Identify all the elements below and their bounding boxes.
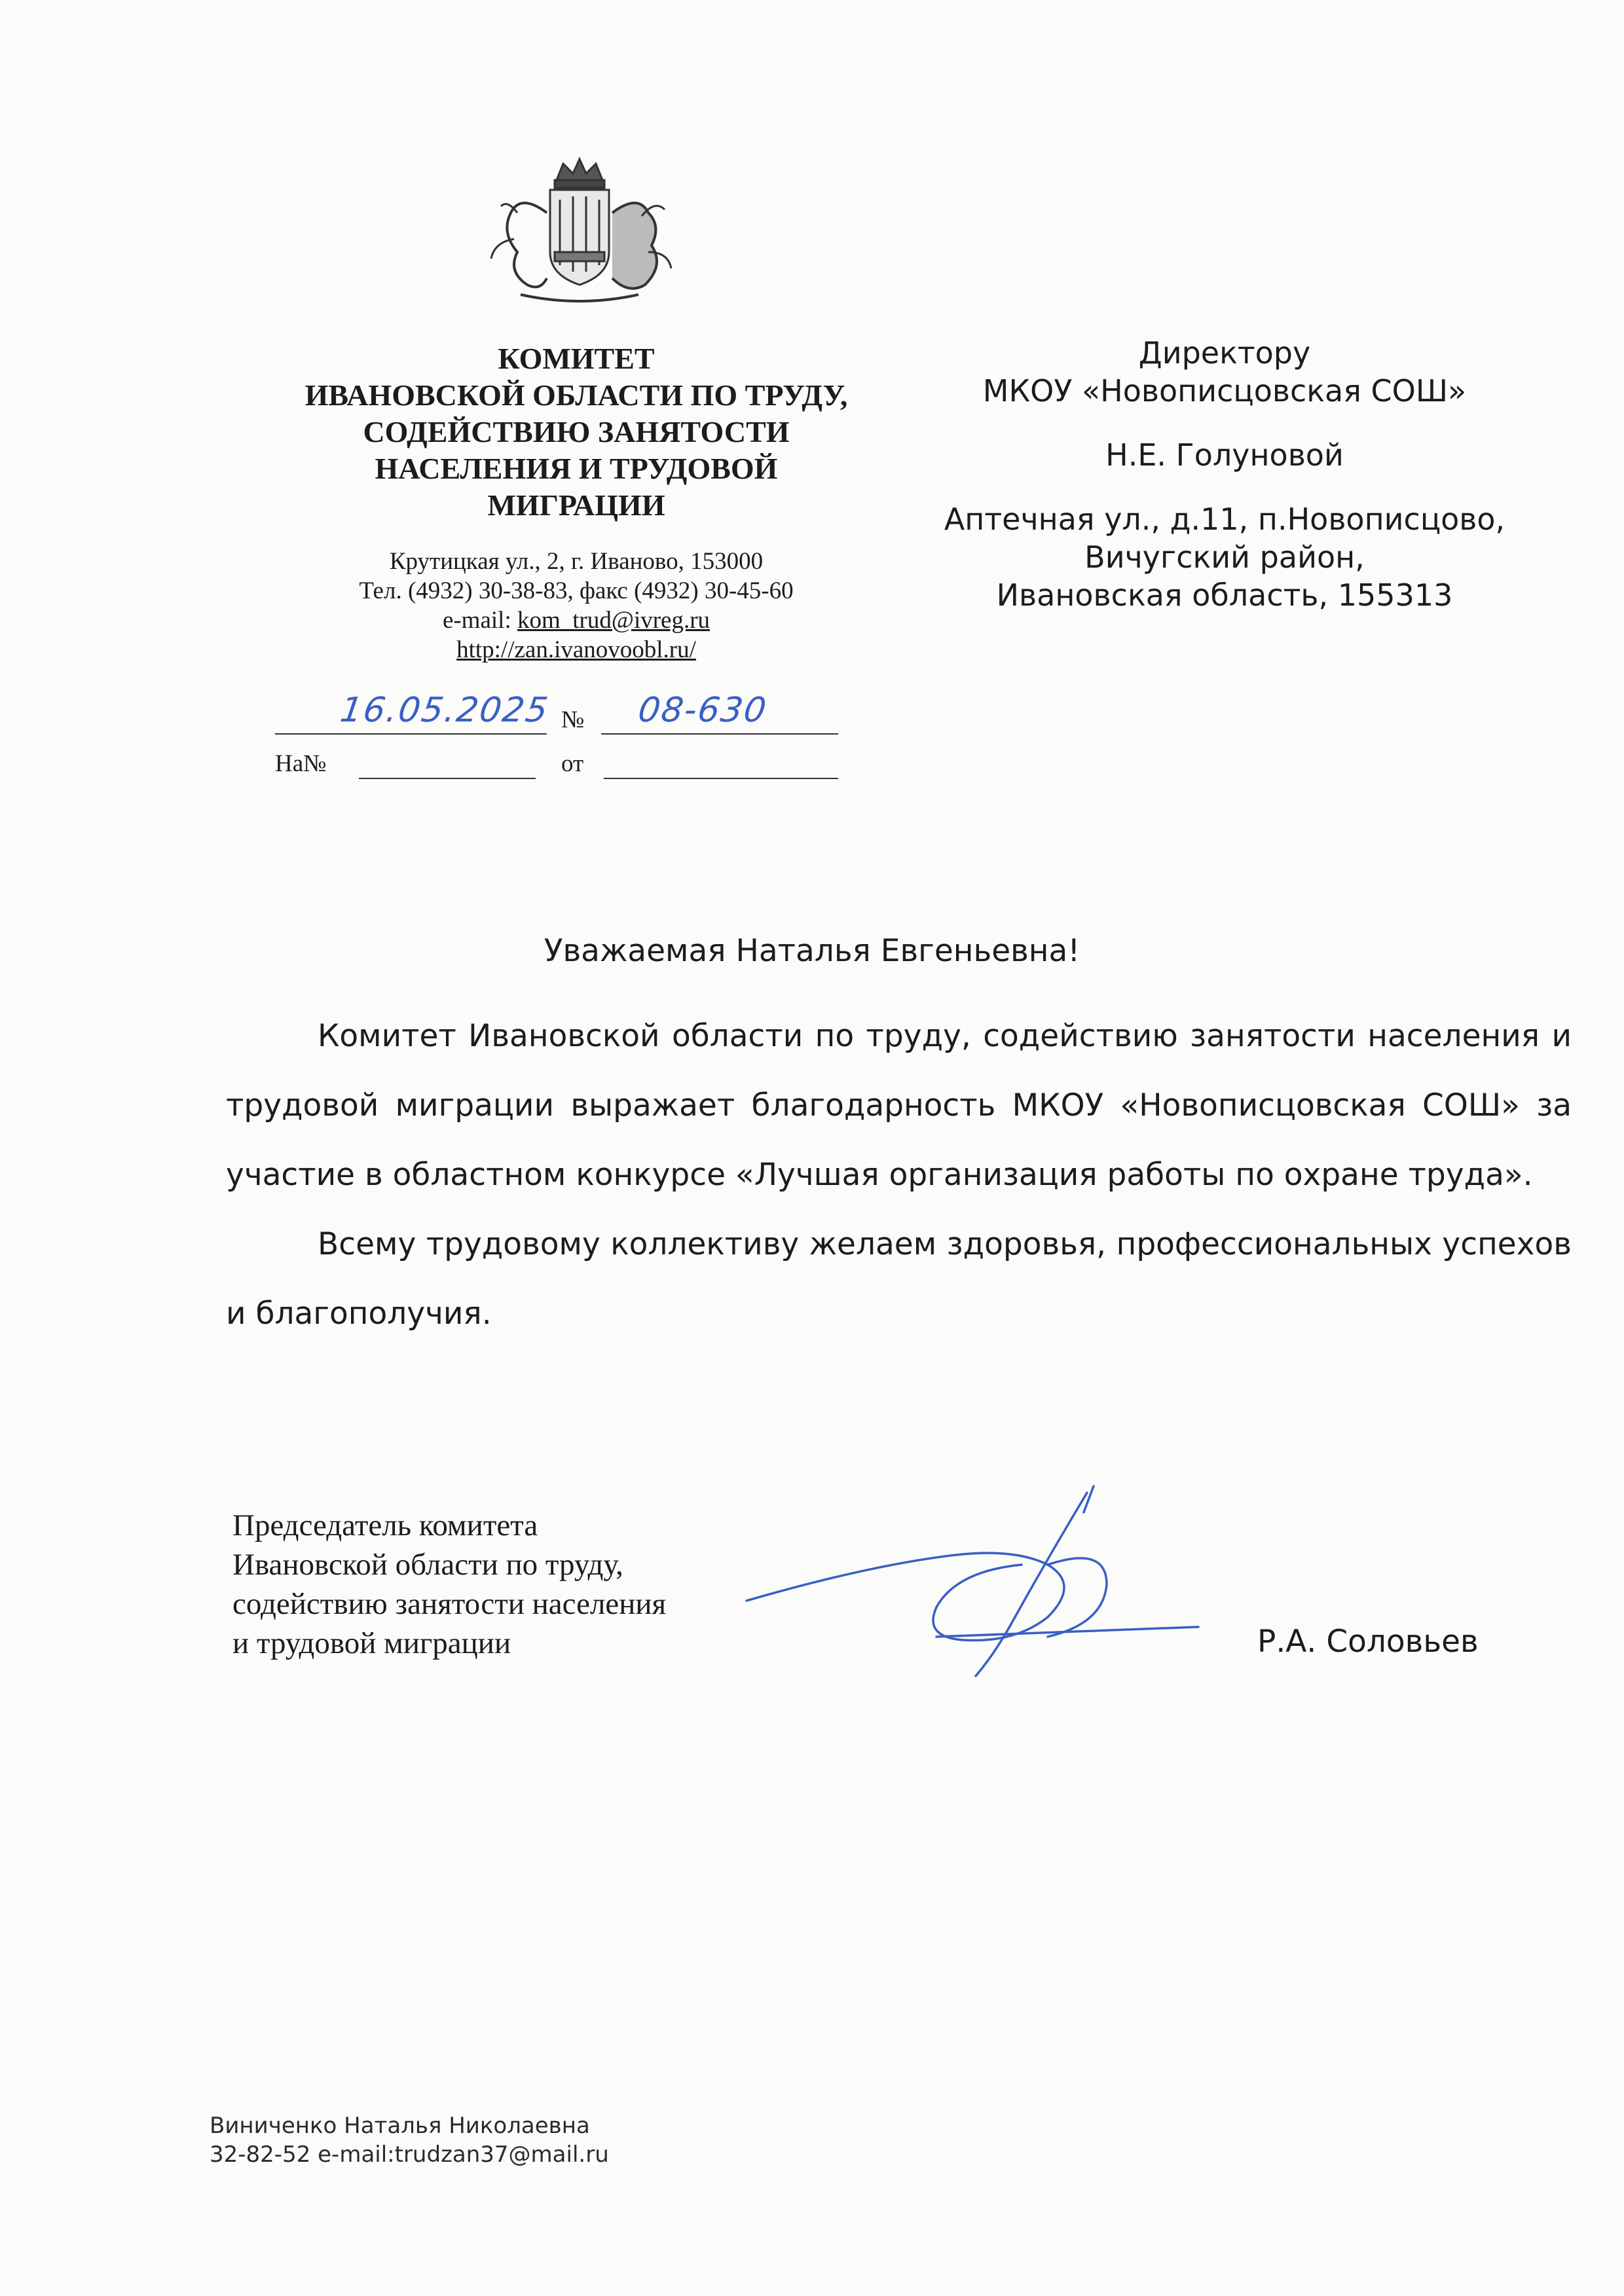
signatory-title-line: Председатель комитета	[232, 1508, 538, 1542]
org-title-line: НАСЕЛЕНИЯ И ТРУДОВОЙ	[375, 452, 778, 485]
signatory-title	[232, 1506, 666, 1663]
reply-number-underline	[359, 778, 536, 779]
org-website-row	[249, 635, 904, 665]
org-address: Крутицкая ул., 2, г. Иваново, 153000	[389, 548, 764, 575]
signatory-title-line: и трудовой миграции	[232, 1626, 511, 1660]
handwritten-signature	[740, 1467, 1211, 1689]
reply-number-label: На№	[275, 750, 327, 777]
letter-paragraph: Всему трудовому коллективу желаем здоровья, профессиональных успехов и благополучия.	[226, 1226, 1572, 1332]
executor-contact: 32-82-52 e-mail:trudzan37@mail.ru	[210, 2141, 609, 2168]
recipient-organization: МКОУ «Новописцовская СОШ»	[982, 373, 1467, 409]
org-phone: Тел. (4932) 30-38-83, факс (4932) 30-45-60	[359, 577, 794, 604]
reply-date-label: от	[561, 750, 584, 777]
signatory-title-line: Ивановской области по труду,	[232, 1548, 623, 1582]
executor-name: Виниченко Наталья Николаевна	[210, 2113, 590, 2139]
signer-name: Р.А. Соловьев	[1257, 1624, 1479, 1660]
org-title-line: КОМИТЕТ	[498, 342, 655, 375]
letter-body	[226, 1002, 1572, 1349]
email-label: e-mail:	[442, 607, 517, 634]
recipient-position: Директору	[1138, 335, 1311, 371]
website-link[interactable]: http://zan.ivanovoobl.ru/	[456, 636, 696, 663]
organization-contacts	[249, 547, 904, 665]
org-title-line: СОДЕЙСТВИЮ ЗАНЯТОСТИ	[363, 415, 790, 448]
recipient-address-line: Аптечная ул., д.11, п.Новописцово,	[944, 501, 1505, 537]
number-label: №	[561, 706, 585, 733]
org-title-line: ИВАНОВСКОЙ ОБЛАСТИ ПО ТРУДУ,	[304, 378, 848, 412]
handwritten-date: 16.05.2025	[337, 691, 551, 730]
org-email-row	[249, 606, 904, 635]
email-link[interactable]: kom_trud@ivreg.ru	[517, 607, 710, 634]
reply-date-underline	[604, 778, 838, 779]
date-underline	[275, 733, 547, 735]
recipient-block	[904, 334, 1545, 614]
organization-title	[249, 340, 904, 524]
recipient-address-line: Ивановская область, 155313	[996, 577, 1453, 613]
coat-of-arms-emblem	[481, 154, 678, 311]
executor-footer	[210, 2111, 609, 2169]
number-underline	[601, 733, 838, 735]
recipient-address-line: Вичугский район,	[1084, 539, 1365, 575]
letter-paragraph: Комитет Ивановской области по труду, содействию занятости населения и трудовой миграции выражает благодарность МКОУ «Новописцовская СОШ» за участие в областном конкурсе «Лучшая организация работы по охране труда».	[226, 1018, 1572, 1193]
letter-greeting: Уважаемая Наталья Евгеньевна!	[544, 933, 1080, 969]
handwritten-number: 08-630	[635, 691, 770, 730]
recipient-name: Н.Е. Голуновой	[1105, 437, 1344, 473]
signatory-title-line: содействию занятости населения	[232, 1587, 667, 1621]
org-title-line: МИГРАЦИИ	[487, 488, 665, 522]
